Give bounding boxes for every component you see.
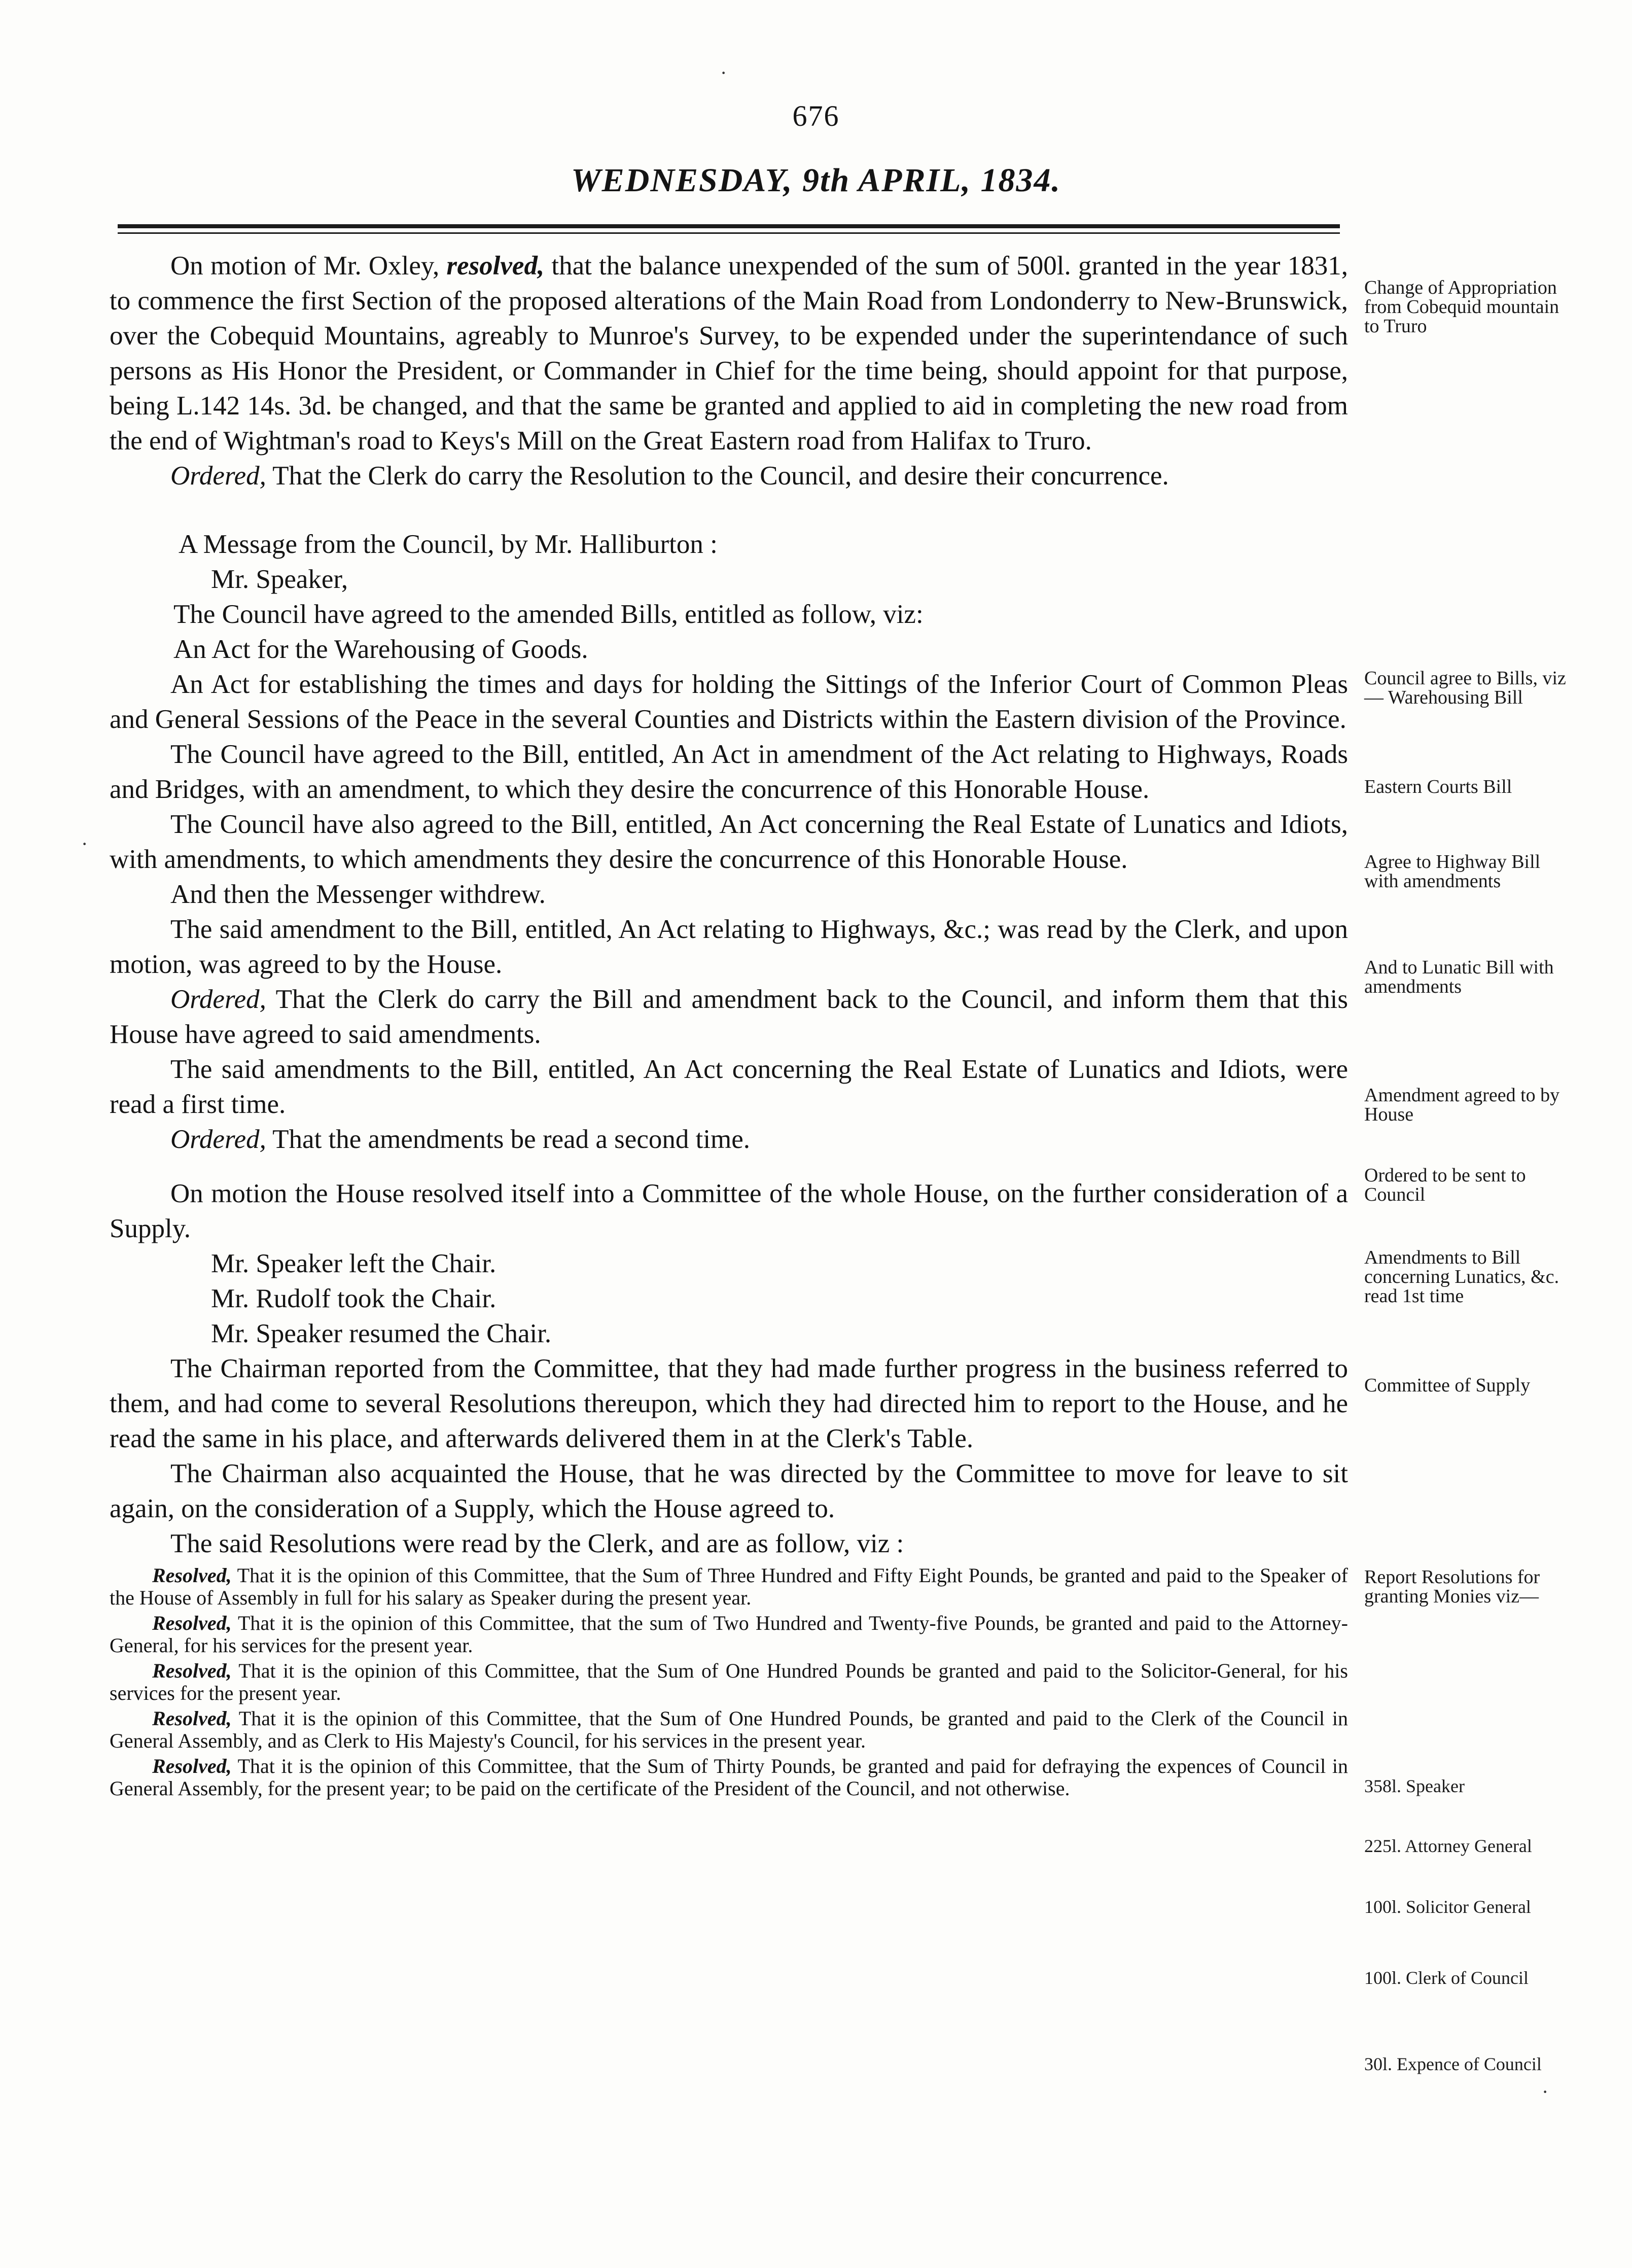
margin-note-ordered-sent: Ordered to be sent to Council — [1364, 1165, 1526, 1205]
paragraph-committee-of-supply: On motion the House resolved itself into a Committee of the whole House, on the further consideration of a Supply. — [110, 1179, 1348, 1243]
margin-note-eastern-courts: Eastern Courts Bill — [1364, 776, 1512, 797]
paragraph-speaker-resumed: Mr. Speaker resumed the Chair. — [211, 1319, 552, 1348]
header-rule-thick — [118, 224, 1340, 228]
margin-note-amendments-lunatics: Amendments to Bill concerning Lunatics, &c. read 1st time — [1364, 1247, 1559, 1307]
paragraph-ordered-bill-back: Ordered, That the Clerk do carry the Bill and amendment back to the Council, and inform them that this House have agreed to said amendments. — [110, 985, 1348, 1049]
paragraph-council-agreed-bills: The Council have agreed to the amended Bills, entitled as follow, viz: — [173, 600, 924, 629]
paragraph-speaker-left: Mr. Speaker left the Chair. — [211, 1249, 496, 1278]
margin-note-lunatic-bill: And to Lunatic Bill with amendments — [1364, 957, 1554, 997]
margin-note-speaker-358: 358l. Speaker — [1364, 1776, 1465, 1796]
margin-note-amendment-agreed: Amendment agreed to by House — [1364, 1085, 1560, 1125]
paragraph-warehousing-act: An Act for the Warehousing of Goods. — [173, 635, 588, 664]
header-rule-thin — [118, 232, 1340, 234]
margin-note-council-agree: Council agree to Bills, viz— Warehousing Bill — [1364, 668, 1566, 708]
paragraph-mr-speaker: Mr. Speaker, — [211, 565, 348, 594]
paragraph-chairman-acquainted: The Chairman also acquainted the House, that he was directed by the Committee to move for leave to sit again, on the consideration of a Supply, which the House agreed to. — [110, 1459, 1348, 1523]
paragraph-highways-bill: The Council have agreed to the Bill, entitled, An Act in amendment of the Act relating to Highways, Roads and Bridges, with an amendment, to which they desire the concurrence of this Honorable House. — [110, 740, 1348, 804]
resolution-attorney-general: Resolved, That it is the opinion of this Committee, that the sum of Two Hundred and Twenty-five Pounds, be granted and paid to the Attorney-General, for his services for the present year. — [110, 1612, 1348, 1657]
speck-mark: · — [720, 61, 727, 84]
paragraph-lunatics-amendments-read: The said amendments to the Bill, entitled, An Act concerning the Real Estate of Lunatics and Idiots, were read a first time. — [110, 1055, 1348, 1119]
speck-mark: · — [81, 832, 88, 855]
page-number: 676 — [792, 99, 840, 132]
paragraph-highways-amendment-read: The said amendment to the Bill, entitled, An Act relating to Highways, &c.; was read by the Clerk, and upon motion, was agreed to by the House. — [110, 915, 1348, 979]
margin-note-solicitor-100: 100l. Solicitor General — [1364, 1897, 1531, 1917]
resolution-solicitor-general: Resolved, That it is the opinion of this Committee, that the Sum of One Hundred Pounds be granted and paid to the Solicitor-General, for his services for the present year. — [110, 1659, 1348, 1704]
paragraph-council-message: A Message from the Council, by Mr. Halliburton : — [179, 530, 718, 559]
margin-note-expence-30: 30l. Expence of Council — [1364, 2054, 1542, 2074]
speck-mark: · — [1542, 2080, 1549, 2103]
paragraph-resolutions-read: The said Resolutions were read by the Clerk, and are as follow, viz : — [170, 1529, 904, 1558]
paragraph-lunatics-bill: The Council have also agreed to the Bill, entitled, An Act concerning the Real Estate of Lunatics and Idiots, with amendments, to which amendments they desire the concurrence of this Honorable House. — [110, 810, 1348, 874]
margin-note-clerk-100: 100l. Clerk of Council — [1364, 1968, 1529, 1988]
paragraph-oxley-motion: On motion of Mr. Oxley, resolved, that the balance unexpended of the sum of 500l. granted in the year 1831, to commence the first Section of the proposed alterations of the Main Road from Londonderry to New-Brunswick, over the Cobequid Mountains, agreably to Munroe's Survey, to be expended under the superintendance of such persons as His Honor the President, or Commander in Chief for the time being, should appoint for that purpose, being L.142 14s. 3d. be changed, and that the same be granted and applied to aid in completing the new road from the end of Wightman's road to Keys's Mill on the Great Eastern road from Halifax to Truro. — [110, 251, 1348, 456]
paragraph-ordered-second-reading: Ordered, That the amendments be read a second time. — [170, 1125, 751, 1154]
paragraph-chairman-reported: The Chairman reported from the Committee, that they had made further progress in the business referred to them, and had come to several Resolutions thereupon, which they had directed him to report to the House, and he read the same in his place, and afterwards delivered them in at the Clerk's Table. — [110, 1354, 1348, 1453]
paragraph-eastern-courts-act: An Act for establishing the times and days for holding the Sittings of the Inferior Court of Common Pleas and General Sessions of the Peace in the several Counties and Districts within the Eastern division of the Province. — [110, 670, 1348, 734]
journal-body — [110, 249, 1348, 1800]
margin-note-highway-bill: Agree to Highway Bill with amendments — [1364, 851, 1541, 892]
paragraph-ordered-resolution: Ordered, That the Clerk do carry the Resolution to the Council, and desire their concurrence. — [170, 461, 1169, 491]
paragraph-rudolf-took: Mr. Rudolf took the Chair. — [211, 1284, 496, 1313]
margin-note-attorney-225: 225l. Attorney General — [1364, 1836, 1532, 1856]
resolution-council-expence: Resolved, That it is the opinion of this Committee, that the Sum of Thirty Pounds, be granted and paid for defraying the expences of Council in General Assembly, for the present year; to be paid on the certificate of the President of the Council, and not otherwise. — [110, 1755, 1348, 1800]
date-heading: WEDNESDAY, 9th APRIL, 1834. — [571, 162, 1061, 199]
resolution-clerk-of-council: Resolved, That it is the opinion of this Committee, that the Sum of One Hundred Pounds, be granted and paid to the Clerk of the Council in General Assembly, and as Clerk to His Majesty's Council, for his services in the present year. — [110, 1707, 1348, 1752]
margin-note-appropriation: Change of Appropriation from Cobequid mountain to Truro — [1364, 277, 1559, 337]
margin-note-committee-supply: Committee of Supply — [1364, 1375, 1531, 1396]
margin-note-report-resolutions: Report Resolutions for granting Monies viz— — [1364, 1566, 1540, 1607]
paragraph-messenger-withdrew: And then the Messenger withdrew. — [170, 880, 546, 909]
resolution-speaker-salary: Resolved, That it is the opinion of this Committee, that the Sum of Three Hundred and Fifty Eight Pounds, be granted and paid to the Speaker of the House of Assembly in full for his salary as Speaker during the present year. — [110, 1564, 1348, 1609]
